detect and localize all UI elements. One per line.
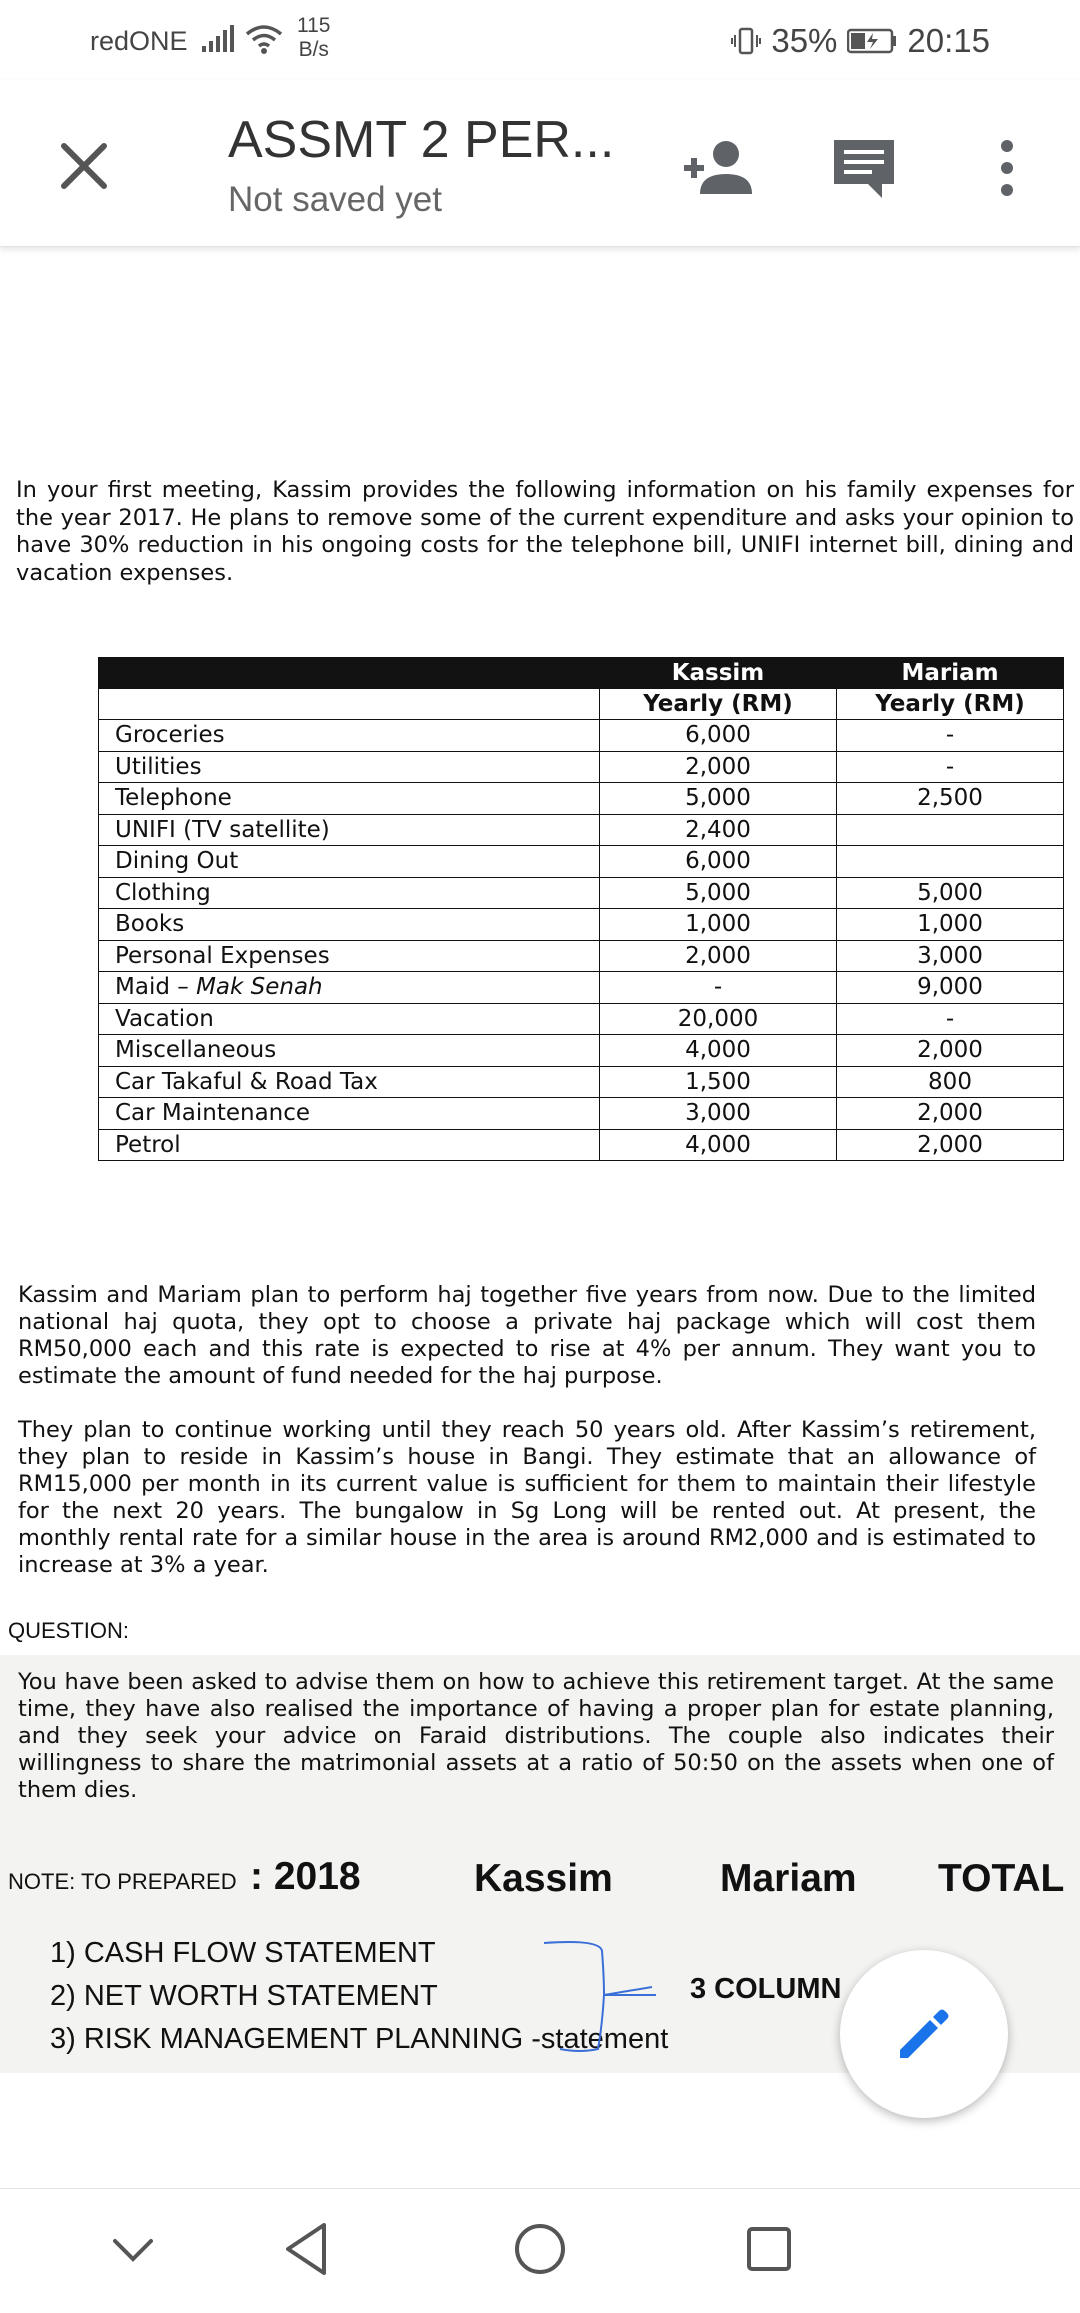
table-subheader-row <box>99 689 1064 720</box>
kassim-amount: 5,000 <box>600 877 837 909</box>
table-row <box>99 1098 1064 1130</box>
kassim-amount: 4,000 <box>600 1129 837 1161</box>
mariam-amount <box>837 846 1064 878</box>
mariam-amount: 800 <box>837 1066 1064 1098</box>
more-vert-icon[interactable] <box>992 132 1022 204</box>
expense-item-label: Dining Out <box>115 848 239 875</box>
expense-item-label: Miscellaneous <box>115 1037 277 1064</box>
header-kassim: Kassim <box>600 658 837 689</box>
mariam-amount: 2,000 <box>837 1129 1064 1161</box>
header-mariam-unit: Yearly (RM) <box>837 689 1064 720</box>
document-page <box>0 247 1080 2187</box>
mariam-amount: 5,000 <box>837 877 1064 909</box>
table-row <box>99 814 1064 846</box>
three-column-annotation: 3 COLUMN <box>690 1973 842 2005</box>
question-label: QUESTION: <box>8 1618 130 1643</box>
expense-item-label: Vacation <box>115 1005 214 1032</box>
table-row <box>99 972 1064 1004</box>
expense-item <box>99 1129 600 1161</box>
status-bar <box>0 0 1080 80</box>
kassim-amount: - <box>600 972 837 1004</box>
note-col-mariam: Mariam <box>720 1857 857 1900</box>
expense-item <box>99 1003 600 1035</box>
kassim-amount: 2,000 <box>600 751 837 783</box>
hide-nav-icon[interactable] <box>110 2235 156 2265</box>
network-speed <box>297 14 330 62</box>
mariam-amount: 2,000 <box>837 1098 1064 1130</box>
kassim-amount: 1,000 <box>600 909 837 941</box>
expense-item-label: Groceries <box>115 722 225 749</box>
expense-item <box>99 720 600 752</box>
expense-item-label: UNIFI (TV satellite) <box>115 816 330 843</box>
recent-apps-icon[interactable] <box>745 2223 793 2275</box>
battery-percent: 35% <box>771 22 838 59</box>
vibrate-icon <box>731 26 761 56</box>
mariam-amount: 1,000 <box>837 909 1064 941</box>
expense-item <box>99 846 600 878</box>
expense-item-label: Telephone <box>115 785 232 812</box>
table-row <box>99 1003 1064 1035</box>
table-row <box>99 940 1064 972</box>
wifi-icon <box>245 24 283 56</box>
expense-item-label: Maid – <box>115 974 197 1001</box>
network-speed-unit: B/s <box>298 38 329 61</box>
retirement-paragraph: They plan to continue working until they reach 50 years old. After Kassim’s retirement, they plan to reside in Kassim’s house in Bangi. They estimate that an allowance of RM15,000 per month in its current value is sufficient for them to maintain their lifestyle for the next 20 years. The bungalow in Sg Long will be rented out. At present, the monthly rental rate for a similar house in the area is around RM2,000 and is estimated to increase at 3% a year. <box>18 1417 1036 1578</box>
list-item: 3) RISK MANAGEMENT PLANNING -statement <box>50 2023 669 2055</box>
expense-item-label: Clothing <box>115 879 211 906</box>
intro-paragraph: In your first meeting, Kassim provides the following information on his family expenses for the year 2017. He plans to remove some of the current expenditure and asks your opinion to have 30% reduction in his ongoing costs for the telephone bill, UNIFI internet bill, dining and vacation expenses. <box>16 477 1074 586</box>
expense-item <box>99 1035 600 1067</box>
note-col-total: TOTAL <box>938 1857 1065 1900</box>
mariam-amount: - <box>837 751 1064 783</box>
mariam-amount: 2,000 <box>837 1035 1064 1067</box>
header-mariam: Mariam <box>837 658 1064 689</box>
network-speed-value: 115 <box>297 14 331 37</box>
mariam-amount: 2,500 <box>837 783 1064 815</box>
comment-icon[interactable] <box>828 132 900 204</box>
expense-item <box>99 1098 600 1130</box>
expense-item-italic: Mak Senah <box>196 974 323 1001</box>
expense-item-label: Books <box>115 911 185 938</box>
expense-item-label: Utilities <box>115 753 202 780</box>
table-row <box>99 877 1064 909</box>
subheader-empty <box>99 689 600 720</box>
table-row <box>99 720 1064 752</box>
mariam-amount: 9,000 <box>837 972 1064 1004</box>
signal-icon <box>200 24 236 54</box>
save-status: Not saved yet <box>228 180 442 219</box>
table-row <box>99 1066 1064 1098</box>
close-icon[interactable] <box>50 132 118 200</box>
system-nav-bar <box>0 2188 1080 2313</box>
expense-item-label: Car Takaful & Road Tax <box>115 1068 378 1095</box>
table-row <box>99 846 1064 878</box>
list-item: 2) NET WORTH STATEMENT <box>50 1980 438 2012</box>
kassim-amount: 6,000 <box>600 720 837 752</box>
table-row <box>99 751 1064 783</box>
expense-item <box>99 909 600 941</box>
mariam-amount: - <box>837 720 1064 752</box>
mariam-amount: 3,000 <box>837 940 1064 972</box>
edit-pencil-icon <box>892 2002 956 2066</box>
kassim-amount: 3,000 <box>600 1098 837 1130</box>
kassim-amount: 5,000 <box>600 783 837 815</box>
expense-item <box>99 877 600 909</box>
kassim-amount: 4,000 <box>600 1035 837 1067</box>
back-icon[interactable] <box>282 2219 332 2279</box>
expense-item <box>99 940 600 972</box>
expense-item-label: Car Maintenance <box>115 1100 311 1127</box>
battery-charging-icon <box>847 28 897 54</box>
table-header-row <box>99 658 1064 689</box>
edit-fab[interactable] <box>840 1950 1008 2118</box>
handwritten-brace <box>540 1937 670 2057</box>
app-bar <box>0 80 1080 247</box>
mariam-amount: - <box>837 1003 1064 1035</box>
mariam-amount <box>837 814 1064 846</box>
kassim-amount: 2,400 <box>600 814 837 846</box>
add-person-icon[interactable] <box>678 132 758 204</box>
expense-item-label: Personal Expenses <box>115 942 330 969</box>
table-row <box>99 1035 1064 1067</box>
note-year: : 2018 <box>250 1855 361 1898</box>
table-row <box>99 1129 1064 1161</box>
expenses-table <box>98 657 1064 1161</box>
table-row <box>99 909 1064 941</box>
expense-item <box>99 783 600 815</box>
note-line <box>8 1855 1078 1905</box>
header-empty <box>99 658 600 689</box>
kassim-amount: 1,500 <box>600 1066 837 1098</box>
expense-item <box>99 814 600 846</box>
expense-item <box>99 972 600 1004</box>
note-col-kassim: Kassim <box>474 1857 613 1900</box>
table-row <box>99 783 1064 815</box>
expense-item-label: Petrol <box>115 1131 181 1158</box>
status-right <box>731 22 990 60</box>
list-item: 1) CASH FLOW STATEMENT <box>50 1937 436 1969</box>
expense-item <box>99 751 600 783</box>
kassim-amount: 6,000 <box>600 846 837 878</box>
expense-item <box>99 1066 600 1098</box>
question-paragraph: You have been asked to advise them on how to achieve this retirement target. At the same time, they have also realised the importance of having a proper plan for estate planning, and they seek your advice on Faraid distributions. The couple also indicates their willingness to share the matrimonial assets at a ratio of 50:50 on the assets when one of them dies. <box>18 1669 1054 1803</box>
kassim-amount: 2,000 <box>600 940 837 972</box>
carrier-name: redONE <box>90 26 188 56</box>
home-icon[interactable] <box>512 2219 568 2279</box>
header-kassim-unit: Yearly (RM) <box>600 689 837 720</box>
kassim-amount: 20,000 <box>600 1003 837 1035</box>
note-prefix: NOTE: TO PREPARED <box>8 1869 237 1894</box>
haj-paragraph: Kassim and Mariam plan to perform haj together five years from now. Due to the limited national haj quota, they opt to choose a private haj package which will cost them RM50,000 each and this rate is expected to rise at 4% per annum. They want you to estimate the amount of fund needed for the haj purpose. <box>18 1282 1036 1389</box>
clock: 20:15 <box>907 22 990 59</box>
document-title[interactable]: ASSMT 2 PER... <box>228 111 615 169</box>
